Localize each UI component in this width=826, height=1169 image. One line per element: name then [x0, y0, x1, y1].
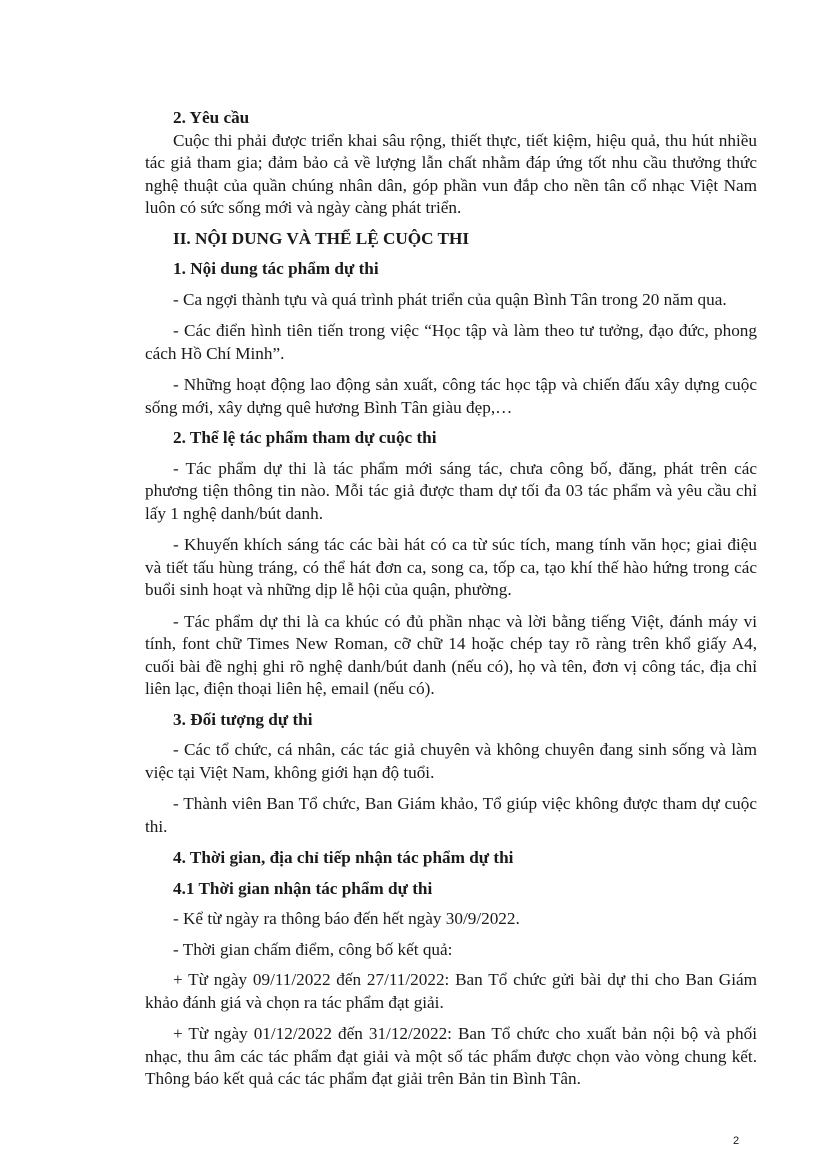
paragraph-the-le-2: - Khuyến khích sáng tác các bài hát có ca từ súc tích, mang tính văn học; giai điệu và tiết tấu hùng tráng, có thể hát đơn ca, song ca, tốp ca, tạo khí thế hào hứng trong các buổi sinh hoạt và những dịp lễ hội của quận, phường.	[145, 535, 757, 599]
document-body	[145, 107, 757, 1091]
part-heading-noi-dung-the-le: II. NỘI DUNG VÀ THỂ LỆ CUỘC THI	[173, 228, 470, 248]
section-heading-the-le: 2. Thể lệ tác phẩm tham dự cuộc thi	[173, 428, 437, 447]
section-heading-yeu-cau: 2. Yêu cầu	[173, 108, 250, 127]
paragraph-thoi-gian-1: - Kể từ ngày ra thông báo đến hết ngày 30/9/2022.	[173, 909, 520, 928]
paragraph-thoi-gian-4: + Từ ngày 01/12/2022 đến 31/12/2022: Ban Tổ chức cho xuất bản nội bộ và phối nhạc, thu âm các tác phẩm đạt giải và một số tác phẩm được chọn vào vòng chung kết. Thông báo kết quả các tác phẩm đạt giải trên Bản tin Bình Tân.	[145, 1024, 757, 1088]
subsection-heading-thoi-gian-nhan: 4.1 Thời gian nhận tác phẩm dự thi	[173, 878, 433, 898]
section-heading-noi-dung: 1. Nội dung tác phẩm dự thi	[173, 259, 379, 278]
section-heading-thoi-gian-dia-chi: 4. Thời gian, địa chỉ tiếp nhận tác phẩm dự thi	[173, 848, 514, 867]
paragraph-the-le-1: - Tác phẩm dự thi là tác phẩm mới sáng tác, chưa công bố, đăng, phát trên các phương tiện thông tin nào. Mỗi tác giả được tham dự tối đa 03 tác phẩm và yêu cầu chỉ lấy 1 nghệ danh/bút danh.	[145, 458, 757, 523]
paragraph-doi-tuong-1: - Các tổ chức, cá nhân, các tác giả chuyên và không chuyên đang sinh sống và làm việc tại Việt Nam, không giới hạn độ tuổi.	[145, 740, 757, 782]
paragraph-doi-tuong-2: - Thành viên Ban Tổ chức, Ban Giám khảo, Tổ giúp việc không được tham dự cuộc thi.	[145, 794, 757, 836]
paragraph-the-le-3: - Tác phẩm dự thi là ca khúc có đủ phần nhạc và lời bằng tiếng Việt, đánh máy vi tính, font chữ Times New Roman, cỡ chữ 14 hoặc chép tay rõ ràng trên khổ giấy A4, cuối bài đề nghị ghi rõ nghệ danh/bút danh (nếu có), họ và tên, đơn vị công tác, địa chỉ liên lạc, điện thoại liên hệ, email (nếu có).	[145, 611, 757, 698]
paragraph-noi-dung-3: - Những hoạt động lao động sản xuất, công tác học tập và chiến đấu xây dựng cuộc sống mới, xây dựng quê hương Bình Tân giàu đẹp,…	[145, 375, 757, 417]
section-heading-doi-tuong: 3. Đối tượng dự thi	[173, 709, 313, 729]
paragraph-noi-dung-2: - Các điển hình tiên tiến trong việc “Học tập và làm theo tư tưởng, đạo đức, phong cách Hồ Chí Minh”.	[145, 321, 757, 363]
paragraph-noi-dung-1: - Ca ngợi thành tựu và quá trình phát triển của quận Bình Tân trong 20 năm qua.	[173, 289, 727, 309]
paragraph-thoi-gian-2: - Thời gian chấm điểm, công bố kết quả:	[173, 939, 453, 959]
paragraph-yeu-cau: Cuộc thi phải được triển khai sâu rộng, thiết thực, tiết kiệm, hiệu quả, thu hút nhiều tác giả tham gia; đảm bảo cả về lượng lẫn chất nhằm đáp ứng tốt nhu cầu thưởng thức nghệ thuật của quần chúng nhân dân, góp phần vun đắp cho nền tân cổ nhạc Việt Nam luôn có sức sống mới và ngày càng phát triển.	[145, 130, 757, 217]
page-number: 2	[733, 1135, 740, 1147]
paragraph-thoi-gian-3: + Từ ngày 09/11/2022 đến 27/11/2022: Ban Tổ chức gửi bài dự thi cho Ban Giám khảo đánh giá và chọn ra tác phẩm đạt giải.	[145, 970, 757, 1012]
